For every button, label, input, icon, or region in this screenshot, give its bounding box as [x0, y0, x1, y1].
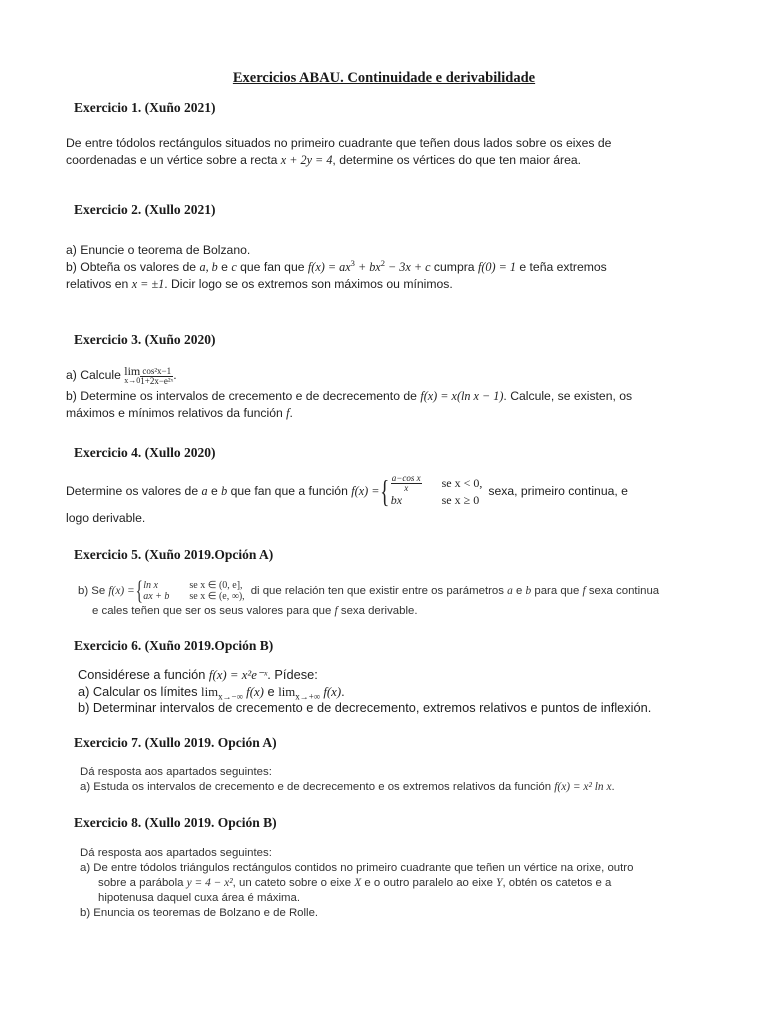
exercise-3-part-b-cont: máximos e mínimos relativos da función f.: [66, 406, 293, 420]
exercise-2-text: [66, 242, 706, 293]
exercise-2-part-b: b) Obteña os valores de a, b e c que fan que $f(x) = ax^3 + bx^2 - 3x + c$ cumpra f(0) = 1 e teña extremos: [66, 257, 607, 274]
exercise-2-heading: Exercicio 2. (Xullo 2021): [74, 202, 216, 217]
exercise-4-heading: Exercicio 4. (Xullo 2020): [74, 445, 216, 460]
document-title: Exercicios ABAU. Continuidade e derivabilidade: [232, 70, 536, 86]
exercise-8-part-a-line-1: a) De entre tódolos triángulos rectángulos contidos no primeiro cuadrante que teñen un vértice na orixe, outro: [80, 862, 634, 874]
exercise-1-text: [66, 135, 702, 169]
exercise-8-part-b: b) Enuncia os teoremas de Bolzano e de Rolle.: [80, 907, 319, 919]
exercise-6-intro: Considérese a función f(x) = x²e⁻ˣ. Pídese:: [78, 667, 318, 682]
exercise-6-text: [78, 667, 718, 717]
exercise-3-heading: Exercicio 3. (Xuño 2020): [74, 332, 216, 347]
exercise-1-line-2: coordenadas e un vértice sobre a recta x + 2y = 4, determine os vértices do que ten maior área.: [66, 153, 582, 167]
exercise-5-line-1: b) Se f(x) ={ ln x se x ∈ (0, e], ax + b se x ∈ (e, ∞), di que relación ten que existir entre os parámetros a e b para que f sexa continua: [78, 576, 660, 605]
exercise-4-line-2: logo derivable.: [66, 511, 146, 525]
exercise-2-part-b-cont: relativos en x = ±1. Dicir logo se os extremos son máximos ou mínimos.: [66, 277, 453, 291]
exercise-7-text: [80, 765, 720, 795]
exercise-7-heading: Exercicio 7. (Xullo 2019. Opción A): [74, 735, 277, 750]
exercise-6-heading: Exercicio 6. (Xuño 2019.Opción B): [74, 638, 274, 653]
exercise-8-part-a-line-2: sobre a parábola y = 4 − x², un cateto sobre o eixe X e o outro paralelo ao eixe Y, obtén os catetos e a: [98, 877, 612, 889]
exercise-8-intro: Dá resposta aos apartados seguintes:: [80, 847, 272, 859]
exercise-7-intro: Dá resposta aos apartados seguintes:: [80, 766, 272, 778]
exercise-3-part-a: a) Calcule lim x→0 $\frac{\text{cos²x−1}}{\text{1+2x−e²ˣ}}$ .: [66, 364, 177, 386]
exercise-4-text: [66, 474, 706, 527]
exercise-4-line-1: Determine os valores de a e b que fan que a función f(x) ={ $\frac{\text{a−cos x}}{x}$ se x < 0, bx se x ≥ 0sexa, primeiro continua, e: [66, 473, 628, 509]
exercise-8-text: [80, 846, 700, 921]
exercise-7-part-a: a) Estuda os intervalos de crecemento e de decrecemento e os extremos relativos da función f(x) = x² ln x.: [80, 781, 615, 793]
exercise-5-text: [78, 578, 698, 619]
exercise-6-part-a: a) Calcular os límites $\lim_{x\to-\infty} f(x)$ e $\lim_{x\to+\infty} f(x)$.: [78, 683, 345, 702]
exercise-2-part-a: a) Enuncie o teorema de Bolzano.: [66, 243, 251, 257]
exercise-3-part-b: b) Determine os intervalos de crecemento e de decrecemento de f(x) = x(ln x − 1). Calcule, se existen, os: [66, 389, 633, 403]
exercise-5-heading: Exercicio 5. (Xuño 2019.Opción A): [74, 547, 274, 562]
exercise-8-part-a-line-3: hipotenusa daquel cuxa área é máxima.: [98, 892, 300, 904]
exercise-5-line-2: e cales teñen que ser os seus valores para que f sexa derivable.: [92, 605, 418, 617]
exercise-1-heading: Exercicio 1. (Xuño 2021): [74, 100, 216, 115]
exercise-8-heading: Exercicio 8. (Xullo 2019. Opción B): [74, 815, 277, 830]
exercise-6-part-b: b) Determinar intervalos de crecemento e de decrecemento, extremos relativos e puntos de inflexión.: [78, 700, 652, 715]
exercise-3-text: [66, 366, 706, 422]
exercise-1-line-1: De entre tódolos rectángulos situados no primeiro cuadrante que teñen dous lados sobre os eixes de: [66, 136, 612, 150]
